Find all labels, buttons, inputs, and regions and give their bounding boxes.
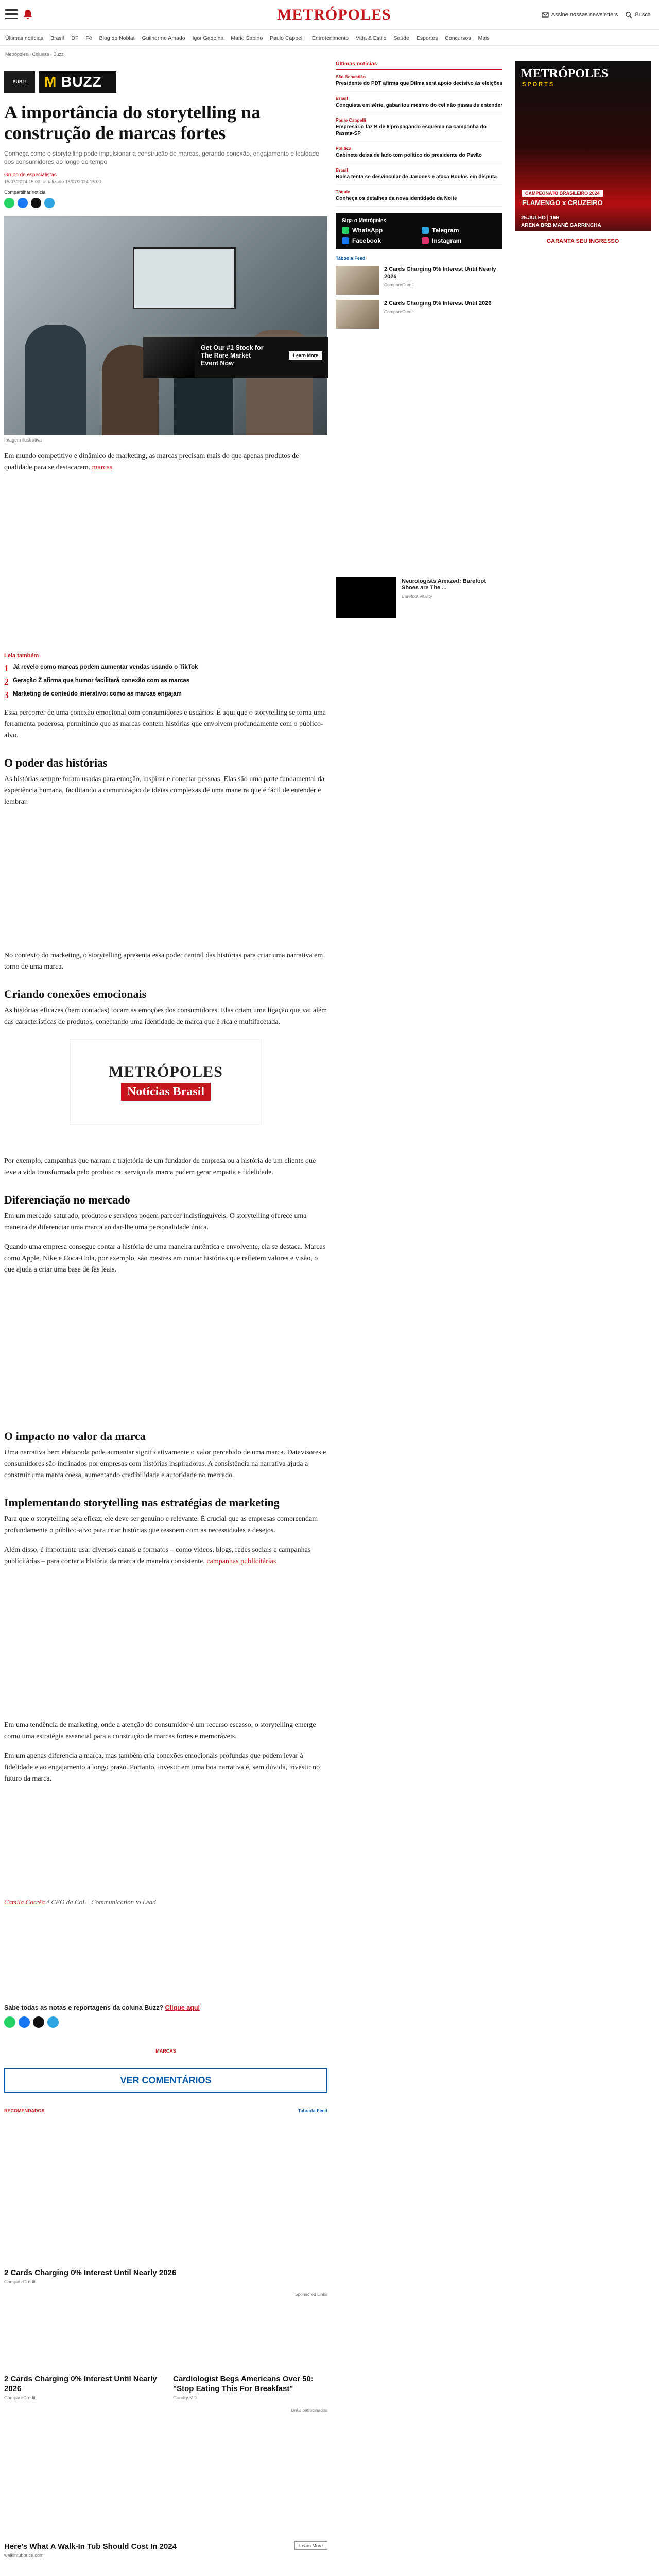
topic-tag[interactable]: MARCAS xyxy=(155,2048,176,2054)
related-link[interactable]: 1 Já revelo como marcas podem aumentar vendas usando o TikTok xyxy=(4,663,198,673)
latest-news-item[interactable] xyxy=(336,92,502,113)
whatsapp-icon[interactable] xyxy=(4,198,14,208)
news-title: Conheça os detalhes da nova identidade da Noite xyxy=(336,196,457,201)
site-logo[interactable]: METRÓPOLES xyxy=(277,6,391,23)
instagram-page-link[interactable]: Instagram xyxy=(422,237,496,244)
sponsored-title: 2 Cards Charging 0% Interest Until Nearly 2026 xyxy=(4,2375,157,2393)
share-buttons xyxy=(4,198,327,208)
paragraph: Em um apenas diferencia a marca, mas também cria conexões emocionais profundas que podem levar à fidelidade e ao engajamento a longo prazo. Portanto, investir em uma boa narrativa é, sem dúvida, investir no futuro da marca. xyxy=(4,1752,320,1783)
nav-item[interactable]: Esportes xyxy=(416,35,438,41)
paragraph: Para que o storytelling seja eficaz, ele deve ser genuíno e relevante. É crucial que as empresas compreendam profundamente o público-alvo para criar histórias que ressoem com as necessidades e desejos. xyxy=(4,1515,318,1534)
ad-slot xyxy=(4,473,327,628)
author-role: é CEO da CoL | Communication to Lead xyxy=(46,1898,156,1906)
banner-title: Notícias Brasil xyxy=(121,1083,211,1101)
sidebar-sponsored-item[interactable] xyxy=(336,266,502,295)
view-comments-button[interactable]: VER COMENTÁRIOS xyxy=(4,2068,327,2093)
sponsored-source: CompareCredit xyxy=(384,282,414,287)
paragraph: No contexto do marketing, o storytelling apresenta essa poder central das histórias para criar uma narrativa em torno de uma marca. xyxy=(4,952,323,971)
sponsored-card[interactable] xyxy=(4,2541,327,2558)
banner-venue: ARENA BRB MANÉ GARRINCHA xyxy=(521,223,601,228)
sidebar-sponsored-item[interactable] xyxy=(336,300,502,329)
sponsored-source: CompareCredit xyxy=(384,309,414,314)
article xyxy=(4,71,327,2576)
banner-match: FLAMENGO x CRUZEIRO xyxy=(522,199,603,207)
x-icon[interactable] xyxy=(33,2016,44,2028)
social-title: Siga o Metrópoles xyxy=(342,218,387,224)
nav-item[interactable]: Entretenimento xyxy=(311,35,349,41)
photo-caption: Imagem ilustrativa xyxy=(4,437,42,443)
sponsored-tag: Links patrocinados xyxy=(291,2408,327,2413)
news-category: Tóquio xyxy=(336,189,351,194)
author-note xyxy=(4,1898,327,1906)
sponsored-title: 2 Cards Charging 0% Interest Until Nearly 2026 xyxy=(384,266,496,280)
sponsored-pair xyxy=(4,2374,327,2400)
sports-banner-ad[interactable] xyxy=(515,61,651,251)
ad-slot xyxy=(4,808,327,942)
sponsored-image xyxy=(4,2558,327,2576)
sidebar-taboola-header xyxy=(336,256,502,261)
x-icon[interactable] xyxy=(31,198,41,208)
share-buttons-bottom xyxy=(4,2016,327,2028)
nav-item[interactable]: Igor Gadelha xyxy=(192,35,224,41)
nav-item[interactable]: Mais xyxy=(478,35,490,41)
sponsored-card[interactable] xyxy=(173,2374,327,2400)
section-heading: Implementando storytelling nas estratégias de marketing xyxy=(4,1496,280,1509)
related-link[interactable]: 2 Geração Z afirma que humor facilitará conexão com as marcas xyxy=(4,676,190,687)
article-subhead: Conheça como o storytelling pode impulsionar a construção de marcas, gerando conexão, engajamento e lealdade dos consumidores ao longo do tempo xyxy=(4,150,319,165)
newsletter-label: Assine nossas newsletters xyxy=(551,12,618,18)
search-button[interactable] xyxy=(625,11,651,19)
news-title: Bolsa tenta se desvincular de Janones e ataca Boulos em disputa xyxy=(336,174,497,180)
breadcrumb[interactable]: Metrópoles › Colunas › Buzz xyxy=(5,52,64,57)
video-thumbnail xyxy=(143,337,195,378)
paragraph: Por exemplo, campanhas que narram a trajetória de um fundador de empresa ou a história de um cliente que teve a vida transformada pelo produto ou serviço da marca podem gerar empatia e fidelidade. xyxy=(4,1157,316,1176)
paragraph: Em uma tendência de marketing, onde a atenção do consumidor é um recurso escasso, o storytelling emerge como uma estratégia essencial para a construção de marcas fortes e memoráveis. xyxy=(4,1721,316,1740)
sponsored-title: Cardiologist Begs Americans Over 50: "Stop Eating This For Breakfast" xyxy=(173,2375,314,2393)
sidebar-native-ad[interactable] xyxy=(336,577,502,618)
news-title: Conquista em série, gabaritou mesmo do cel não passa de entender xyxy=(336,103,502,108)
sponsored-title: 2 Cards Charging 0% Interest Until 2026 xyxy=(384,300,492,307)
article-date: 15/07/2024 15:00, atualizado 15/07/2024 15:00 xyxy=(4,179,101,184)
ad-source: Barefoot Vitality xyxy=(402,594,432,599)
sponsored-thumbnail xyxy=(336,266,379,295)
facebook-icon[interactable] xyxy=(19,2016,30,2028)
news-category: Brasil xyxy=(336,96,348,101)
sponsored-card[interactable] xyxy=(4,2268,327,2297)
paragraph: Além disso, é importante usar diversos canais e formatos – como vídeos, blogs, redes sociais e campanhas publicitárias – para contar a história da marca de maneira consistente. campanhas publicitárias xyxy=(4,1546,311,1565)
news-title: Presidente do PDT afirma que Dilma será apoio decisivo às eleições xyxy=(336,81,503,87)
news-category: Paulo Cappelli xyxy=(336,117,366,123)
latest-news-item[interactable] xyxy=(336,163,502,185)
paragraph: As histórias eficazes (bem contadas) tocam as emoções dos consumidores. Elas criam uma ligação que vai além das características de produtos, conectando uma identidade de marca que é rica e multifacetada. xyxy=(4,1007,327,1026)
ad-slot xyxy=(4,1276,327,1415)
ad-slot xyxy=(4,1785,327,1893)
whatsapp-icon xyxy=(342,227,349,234)
latest-news-item[interactable] xyxy=(336,142,502,163)
section-heading: Criando conexões emocionais xyxy=(4,988,147,1001)
whatsapp-channel-link[interactable]: WhatsApp xyxy=(342,227,417,234)
paragraph-intro: Em mundo competitivo e dinâmico de marketing, as marcas precisam mais do que apenas produtos de qualidade para se destacarem. marcas xyxy=(4,452,299,471)
latest-news-label: Últimas notícias xyxy=(336,61,502,70)
related-label: Leia também xyxy=(4,653,39,659)
nav-item[interactable]: Paulo Cappelli xyxy=(270,35,305,41)
sponsored-image xyxy=(4,2297,327,2374)
inline-link[interactable]: marcas xyxy=(92,464,113,471)
sponsored-tag: Sponsored Links xyxy=(294,2292,327,2297)
facebook-icon[interactable] xyxy=(18,198,28,208)
nav-item[interactable]: Vida & Estilo xyxy=(356,35,387,41)
sponsor-header xyxy=(4,71,327,93)
sponsored-source: walkintubprice.com xyxy=(4,2553,44,2558)
section-heading: Diferenciação no mercado xyxy=(4,1193,130,1206)
nav-item[interactable]: Últimas notícias xyxy=(5,35,44,41)
news-category: São Sebastião xyxy=(336,74,366,79)
news-category: Brasil xyxy=(336,167,348,173)
social-follow-box xyxy=(336,213,502,249)
whatsapp-icon[interactable] xyxy=(4,2016,15,2028)
telegram-icon[interactable] xyxy=(44,198,55,208)
sponsored-source: CompareCredit xyxy=(4,2395,36,2400)
banner-brand: METRÓPOLES xyxy=(521,67,609,80)
ad-thumbnail xyxy=(336,577,396,618)
nav-item[interactable]: Concursos xyxy=(445,35,471,41)
instagram-icon xyxy=(422,237,429,244)
presentation-screen xyxy=(133,247,236,309)
tip-link[interactable]: Clique aqui xyxy=(165,2004,200,2011)
latest-news-item[interactable] xyxy=(336,185,502,207)
search-icon xyxy=(625,11,632,19)
paragraph: Uma narrativa bem elaborada pode aumentar significativamente o valor percebido de uma marca. Datavisores e consumidores são inclinados por empresas com histórias inspiradoras. A consistência na narrativa ajuda a construir uma marca coesa, aumentando credibilidade e autoridade no mercado. xyxy=(4,1449,326,1479)
banner-brand: METRÓPOLES xyxy=(109,1063,223,1080)
telegram-channel-link[interactable]: Telegram xyxy=(422,227,496,234)
sponsor-label: PUBLI xyxy=(4,71,35,93)
related-links xyxy=(4,653,327,699)
person-silhouette xyxy=(25,325,86,435)
facebook-page-link[interactable]: Facebook xyxy=(342,237,417,244)
author-name[interactable]: Camila Corrêa xyxy=(4,1898,45,1906)
video-ad-title: Get Our #1 Stock for The Rare Market Event Now xyxy=(201,344,264,367)
sponsored-source: CompareCredit xyxy=(4,2279,36,2284)
section-heading: O impacto no valor da marca xyxy=(4,1430,146,1443)
sponsored-image xyxy=(4,2413,327,2541)
taboola-label[interactable]: Taboola Feed xyxy=(336,256,366,261)
main-nav xyxy=(0,30,659,46)
banner-sub: SPORTS xyxy=(522,81,555,88)
banner-date: 25.JULHO | 16H xyxy=(521,215,560,221)
nav-item[interactable]: Saúde xyxy=(393,35,409,41)
newsletter-link[interactable] xyxy=(542,11,618,19)
recommended-label: RECOMENDADOS xyxy=(4,2108,45,2113)
ad-title: Neurologists Amazed: Barefoot Shoes are The ... xyxy=(402,578,487,591)
facebook-icon xyxy=(342,237,349,244)
sponsored-title: Here's What A Walk-In Tub Should Cost In 2024 xyxy=(4,2542,177,2551)
news-category: Política xyxy=(336,146,352,151)
buzz-logo[interactable]: M BUZZ xyxy=(39,71,116,93)
ad-slot xyxy=(4,1567,327,1711)
nav-item[interactable]: Blog do Noblat xyxy=(99,35,135,41)
share-label: Compartilhar notícia xyxy=(4,190,46,195)
sponsored-thumbnail xyxy=(336,300,379,329)
sponsored-source: Gundry MD xyxy=(173,2395,197,2400)
mail-icon xyxy=(542,11,549,19)
news-title: Empresário faz B de 6 propagando esquema na campanha do Pasma-SP xyxy=(336,124,487,137)
nav-item[interactable]: Mario Sabino xyxy=(231,35,263,41)
sponsored-image xyxy=(4,2113,327,2268)
banner-cta[interactable]: GARANTA SEU INGRESSO xyxy=(515,231,651,251)
noticias-brasil-banner[interactable] xyxy=(70,1039,262,1125)
latest-news-item[interactable] xyxy=(336,70,502,92)
banner-chip: CAMPEONATO BRASILEIRO 2024 xyxy=(522,190,603,197)
nav-item[interactable]: DF xyxy=(71,35,79,41)
hero-image xyxy=(4,216,327,435)
telegram-icon xyxy=(422,227,429,234)
column-tip: Sabe todas as notas e reportagens da coluna Buzz? Clique aqui xyxy=(4,2004,200,2011)
top-bar xyxy=(0,0,659,30)
nav-item[interactable]: Brasil xyxy=(50,35,64,41)
section-heading: O poder das histórias xyxy=(4,756,108,769)
related-link[interactable]: 3 Marketing de conteúdo interativo: como as marcas engajam xyxy=(4,690,182,700)
telegram-icon[interactable] xyxy=(47,2016,59,2028)
paragraph: Quando uma empresa consegue contar a história de uma maneira autêntica e envolvente, ela se destaca. Marcas como Apple, Nike e Coca-Cola, por exemplo, são mestres em contar histórias que refletem valores e visão, o que ajuda a criar uma base de fãs leais. xyxy=(4,1243,326,1274)
learn-more-button[interactable]: Learn More xyxy=(294,2541,327,2550)
menu-icon[interactable] xyxy=(5,9,18,20)
bell-icon[interactable] xyxy=(23,9,33,20)
paragraph: Em um mercado saturado, produtos e serviços podem parecer indistinguíveis. O storytelling oferece uma maneira de diferenciar uma marca ao dar-lhe uma personalidade única. xyxy=(4,1212,307,1231)
paragraph: As histórias sempre foram usadas para emoção, inspirar e conectar pessoas. Elas são uma parte fundamental da experiência humana, facilitando a comunicação de ideias complexas de uma maneira que é fácil de entender e lembrar. xyxy=(4,775,324,806)
news-title: Gabinete deixa de lado tom político do presidente do Pavão xyxy=(336,152,482,158)
video-ad[interactable] xyxy=(143,337,328,378)
search-label: Busca xyxy=(635,12,651,18)
video-ad-button[interactable]: Learn More xyxy=(289,351,322,360)
sponsored-card[interactable] xyxy=(4,2374,159,2400)
paragraph: Essa percorrer de uma conexão emocional com consumidores e usuários. É aqui que o storytelling se torna uma ferramenta poderosa, permitindo que as marcas contem histórias que envolvem profundamente com o público-alvo. xyxy=(4,709,326,739)
recommended-header xyxy=(4,2108,327,2113)
article-headline: A importância do storytelling na construção de marcas fortes xyxy=(4,102,261,143)
nav-item[interactable]: Guilherme Amado xyxy=(142,35,185,41)
inline-link[interactable]: campanhas publicitárias xyxy=(206,1557,276,1565)
sidebar xyxy=(336,61,502,329)
taboola-label[interactable]: Taboola Feed xyxy=(298,2108,327,2113)
nav-item[interactable]: Fé xyxy=(85,35,92,41)
sponsored-title: 2 Cards Charging 0% Interest Until Nearly 2026 xyxy=(4,2268,177,2277)
article-byline[interactable]: Grupo de especialistas xyxy=(4,172,57,178)
latest-news-item[interactable] xyxy=(336,113,502,142)
